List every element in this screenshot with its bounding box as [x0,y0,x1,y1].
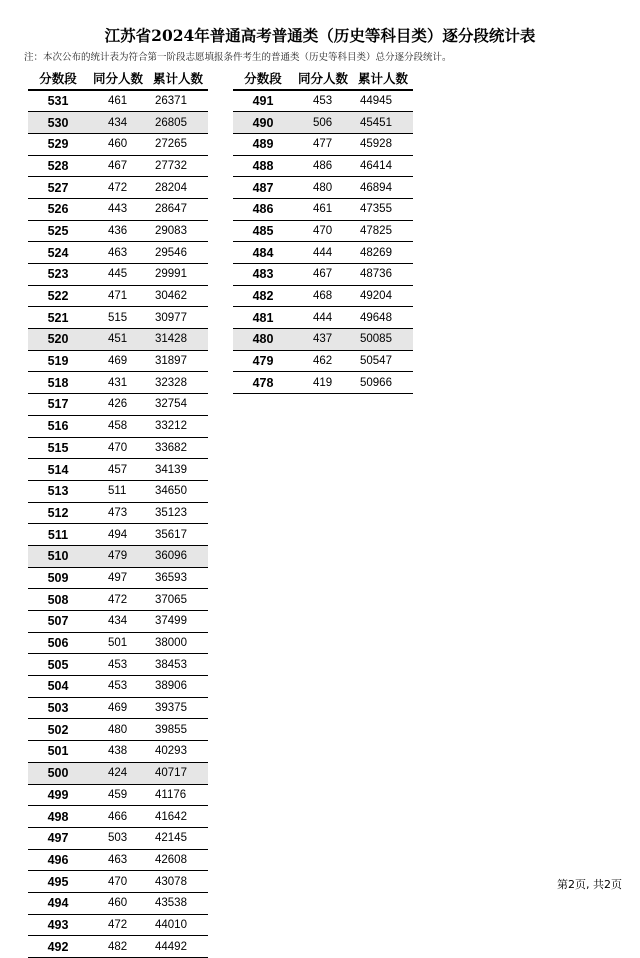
score-cell: 528 [28,155,88,177]
cumulative-cell: 33682 [148,437,208,459]
same-count-cell: 463 [88,849,148,871]
cumulative-cell: 49648 [353,307,413,329]
same-count-cell: 469 [88,350,148,372]
same-count-cell: 470 [88,437,148,459]
cumulative-cell: 37065 [148,589,208,611]
cumulative-cell: 32754 [148,394,208,416]
table-row [233,90,413,112]
table-header-row [233,66,413,90]
cumulative-cell: 44945 [353,90,413,112]
table-row [28,545,208,567]
table-header-row [28,66,208,90]
table-row [233,112,413,134]
table-row [233,133,413,155]
table-row [28,762,208,784]
table-row [233,307,413,329]
same-count-cell: 477 [293,133,353,155]
score-cell: 479 [233,350,293,372]
table-row [233,350,413,372]
table-row [28,697,208,719]
table-note: 注：本次公布的统计表为符合第一阶段志愿填报条件考生的普通类（历史等科目类）总分逐分段统计。 [24,52,452,63]
score-cell: 495 [28,871,88,893]
cumulative-cell: 43078 [148,871,208,893]
score-cell: 478 [233,372,293,394]
table-row [233,155,413,177]
cumulative-cell: 41642 [148,806,208,828]
same-count-cell: 497 [88,567,148,589]
same-count-cell: 494 [88,524,148,546]
table-row [28,437,208,459]
cumulative-cell: 31428 [148,329,208,351]
table-row [28,220,208,242]
table-row [28,871,208,893]
same-count-cell: 482 [88,936,148,958]
table-row [28,632,208,654]
cumulative-cell: 46894 [353,177,413,199]
same-count-cell: 445 [88,264,148,286]
cumulative-cell: 27732 [148,155,208,177]
score-cell: 523 [28,264,88,286]
score-cell: 525 [28,220,88,242]
score-cell: 517 [28,394,88,416]
cumulative-cell: 50547 [353,350,413,372]
same-count-cell: 503 [88,827,148,849]
same-count-cell: 457 [88,459,148,481]
score-cell: 510 [28,545,88,567]
same-count-cell: 501 [88,632,148,654]
score-cell: 531 [28,90,88,112]
cumulative-cell: 28647 [148,198,208,220]
table-row [28,502,208,524]
score-cell: 480 [233,329,293,351]
score-cell: 486 [233,198,293,220]
cumulative-cell: 46414 [353,155,413,177]
table-row [28,806,208,828]
score-cell: 481 [233,307,293,329]
same-count-cell: 472 [88,589,148,611]
cumulative-cell: 50966 [353,372,413,394]
same-count-cell: 480 [293,177,353,199]
cumulative-cell: 39855 [148,719,208,741]
table-row [28,329,208,351]
same-count-cell: 473 [88,502,148,524]
table-row [233,285,413,307]
header-same-count: 同分人数 [88,66,148,90]
same-count-cell: 437 [293,329,353,351]
same-count-cell: 506 [293,112,353,134]
score-cell: 518 [28,372,88,394]
score-table-right [233,66,413,394]
table-row [28,155,208,177]
cumulative-cell: 41176 [148,784,208,806]
cumulative-cell: 36096 [148,545,208,567]
cumulative-cell: 45928 [353,133,413,155]
cumulative-cell: 48736 [353,264,413,286]
same-count-cell: 480 [88,719,148,741]
table-row [28,611,208,633]
header-cumulative: 累计人数 [353,66,413,90]
cumulative-cell: 35617 [148,524,208,546]
score-cell: 509 [28,567,88,589]
same-count-cell: 470 [293,220,353,242]
table-row [233,177,413,199]
score-cell: 504 [28,676,88,698]
table-row [233,220,413,242]
same-count-cell: 453 [88,676,148,698]
header-score: 分数段 [233,66,293,90]
table-row [28,112,208,134]
cumulative-cell: 29083 [148,220,208,242]
score-cell: 522 [28,285,88,307]
score-cell: 498 [28,806,88,828]
cumulative-cell: 47825 [353,220,413,242]
cumulative-cell: 38453 [148,654,208,676]
same-count-cell: 472 [88,177,148,199]
score-cell: 514 [28,459,88,481]
table-row [28,589,208,611]
cumulative-cell: 47355 [353,198,413,220]
table-row [28,90,208,112]
table-row [28,285,208,307]
same-count-cell: 468 [293,285,353,307]
table-row [28,394,208,416]
page-number: 第2页, 共2页 [557,878,622,891]
same-count-cell: 467 [293,264,353,286]
table-row [28,350,208,372]
table-row [28,242,208,264]
score-cell: 488 [233,155,293,177]
cumulative-cell: 40717 [148,762,208,784]
same-count-cell: 470 [88,871,148,893]
score-cell: 487 [233,177,293,199]
score-cell: 492 [28,936,88,958]
same-count-cell: 434 [88,112,148,134]
cumulative-cell: 33212 [148,415,208,437]
cumulative-cell: 30462 [148,285,208,307]
same-count-cell: 461 [88,90,148,112]
cumulative-cell: 30977 [148,307,208,329]
table-row [233,329,413,351]
score-cell: 521 [28,307,88,329]
cumulative-cell: 29991 [148,264,208,286]
score-cell: 529 [28,133,88,155]
header-cumulative: 累计人数 [148,66,208,90]
score-cell: 491 [233,90,293,112]
cumulative-cell: 44492 [148,936,208,958]
cumulative-cell: 50085 [353,329,413,351]
score-cell: 496 [28,849,88,871]
score-cell: 499 [28,784,88,806]
score-cell: 530 [28,112,88,134]
same-count-cell: 444 [293,307,353,329]
score-cell: 502 [28,719,88,741]
score-cell: 513 [28,480,88,502]
cumulative-cell: 27265 [148,133,208,155]
score-cell: 497 [28,827,88,849]
cumulative-cell: 48269 [353,242,413,264]
cumulative-cell: 26371 [148,90,208,112]
same-count-cell: 458 [88,415,148,437]
table-row [28,676,208,698]
cumulative-cell: 45451 [353,112,413,134]
same-count-cell: 459 [88,784,148,806]
table-row [28,567,208,589]
table-row [233,372,413,394]
score-cell: 511 [28,524,88,546]
score-table-left [28,66,208,958]
table-row [28,307,208,329]
table-row [28,654,208,676]
score-cell: 494 [28,892,88,914]
table-row [28,198,208,220]
same-count-cell: 515 [88,307,148,329]
cumulative-cell: 37499 [148,611,208,633]
table-row [28,914,208,936]
cumulative-cell: 42145 [148,827,208,849]
table-row [28,936,208,958]
cumulative-cell: 38906 [148,676,208,698]
score-cell: 516 [28,415,88,437]
score-cell: 508 [28,589,88,611]
same-count-cell: 460 [88,133,148,155]
cumulative-cell: 36593 [148,567,208,589]
table-row [28,892,208,914]
same-count-cell: 434 [88,611,148,633]
same-count-cell: 451 [88,329,148,351]
score-cell: 484 [233,242,293,264]
same-count-cell: 469 [88,697,148,719]
score-cell: 520 [28,329,88,351]
cumulative-cell: 34139 [148,459,208,481]
same-count-cell: 443 [88,198,148,220]
score-cell: 482 [233,285,293,307]
table-row [28,459,208,481]
cumulative-cell: 35123 [148,502,208,524]
header-same-count: 同分人数 [293,66,353,90]
same-count-cell: 472 [88,914,148,936]
table-row [28,264,208,286]
same-count-cell: 436 [88,220,148,242]
table-row [28,480,208,502]
table-row [28,784,208,806]
table-row [28,372,208,394]
score-cell: 507 [28,611,88,633]
table-row [28,524,208,546]
cumulative-cell: 39375 [148,697,208,719]
same-count-cell: 479 [88,545,148,567]
cumulative-cell: 32328 [148,372,208,394]
cumulative-cell: 38000 [148,632,208,654]
table-row [28,177,208,199]
table-row [28,415,208,437]
same-count-cell: 438 [88,741,148,763]
score-cell: 489 [233,133,293,155]
cumulative-cell: 44010 [148,914,208,936]
cumulative-cell: 29546 [148,242,208,264]
score-cell: 515 [28,437,88,459]
cumulative-cell: 42608 [148,849,208,871]
score-cell: 483 [233,264,293,286]
score-cell: 524 [28,242,88,264]
score-cell: 485 [233,220,293,242]
score-cell: 506 [28,632,88,654]
score-cell: 527 [28,177,88,199]
same-count-cell: 511 [88,480,148,502]
score-cell: 501 [28,741,88,763]
same-count-cell: 463 [88,242,148,264]
score-cell: 526 [28,198,88,220]
score-cell: 505 [28,654,88,676]
same-count-cell: 471 [88,285,148,307]
cumulative-cell: 34650 [148,480,208,502]
cumulative-cell: 43538 [148,892,208,914]
score-cell: 493 [28,914,88,936]
page-title: 江苏省2024年普通高考普通类（历史等科目类）逐分段统计表 [104,26,536,45]
table-row [28,827,208,849]
cumulative-cell: 49204 [353,285,413,307]
score-cell: 512 [28,502,88,524]
same-count-cell: 453 [293,90,353,112]
table-row [28,741,208,763]
table-row [28,849,208,871]
table-row [233,242,413,264]
table-row [28,719,208,741]
score-cell: 500 [28,762,88,784]
header-score: 分数段 [28,66,88,90]
same-count-cell: 486 [293,155,353,177]
same-count-cell: 462 [293,350,353,372]
same-count-cell: 431 [88,372,148,394]
same-count-cell: 424 [88,762,148,784]
same-count-cell: 467 [88,155,148,177]
table-row [233,198,413,220]
same-count-cell: 426 [88,394,148,416]
same-count-cell: 466 [88,806,148,828]
score-cell: 490 [233,112,293,134]
same-count-cell: 460 [88,892,148,914]
same-count-cell: 461 [293,198,353,220]
table-row [233,264,413,286]
same-count-cell: 444 [293,242,353,264]
same-count-cell: 453 [88,654,148,676]
cumulative-cell: 26805 [148,112,208,134]
cumulative-cell: 31897 [148,350,208,372]
score-cell: 519 [28,350,88,372]
cumulative-cell: 40293 [148,741,208,763]
table-row [28,133,208,155]
same-count-cell: 419 [293,372,353,394]
score-cell: 503 [28,697,88,719]
cumulative-cell: 28204 [148,177,208,199]
